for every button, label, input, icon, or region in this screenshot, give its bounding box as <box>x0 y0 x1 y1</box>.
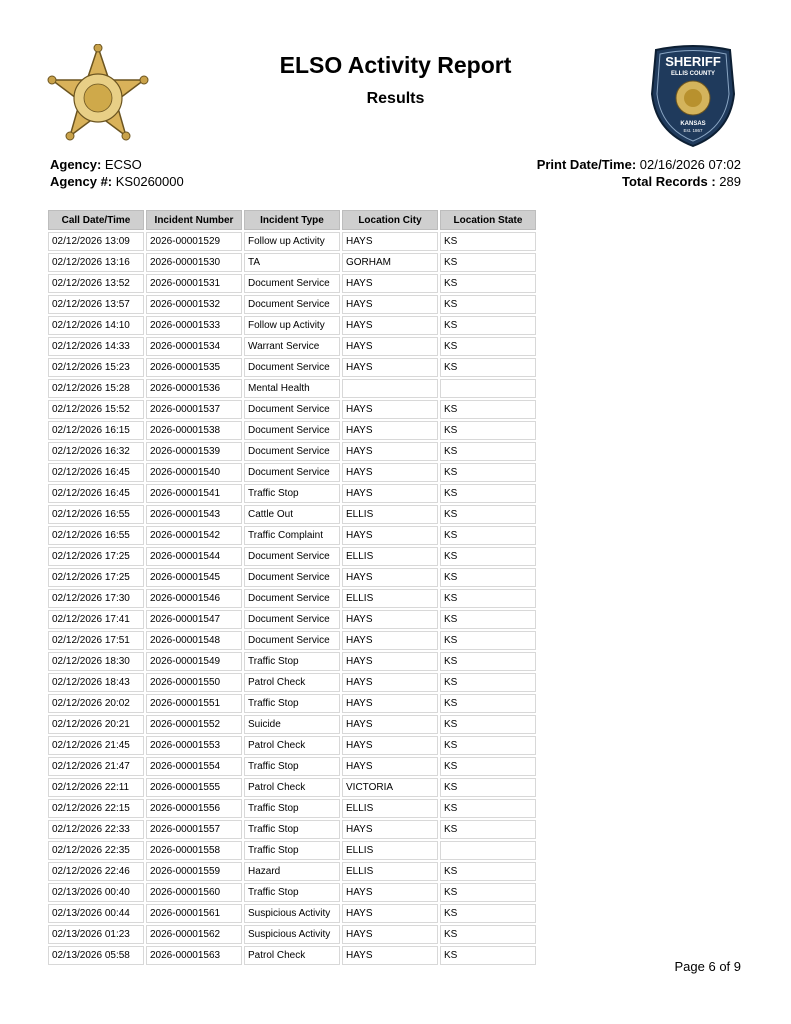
cell-location-city: ELLIS <box>342 841 438 860</box>
cell-incident-number: 2026-00001543 <box>146 505 242 524</box>
cell-incident-type: Document Service <box>244 589 340 608</box>
print-datetime-label: Print Date/Time: <box>536 157 637 172</box>
cell-location-city: HAYS <box>342 631 438 650</box>
cell-incident-type: Patrol Check <box>244 946 340 965</box>
cell-location-state: KS <box>440 652 536 671</box>
table-row <box>48 358 536 377</box>
cell-incident-number: 2026-00001561 <box>146 904 242 923</box>
cell-location-state <box>440 841 536 860</box>
cell-call-datetime: 02/12/2026 14:10 <box>48 316 144 335</box>
cell-incident-number: 2026-00001558 <box>146 841 242 860</box>
cell-call-datetime: 02/12/2026 13:52 <box>48 274 144 293</box>
table-row <box>48 526 536 545</box>
cell-incident-number: 2026-00001530 <box>146 253 242 272</box>
cell-call-datetime: 02/12/2026 22:35 <box>48 841 144 860</box>
table-body <box>48 232 536 965</box>
cell-location-city: HAYS <box>342 526 438 545</box>
cell-incident-type: Cattle Out <box>244 505 340 524</box>
cell-location-city: ELLIS <box>342 799 438 818</box>
cell-incident-number: 2026-00001546 <box>146 589 242 608</box>
report-title: ELSO Activity Report <box>279 52 512 78</box>
badge-logo-county: ELLIS COUNTY <box>670 71 716 77</box>
cell-incident-type: Document Service <box>244 295 340 314</box>
table-row <box>48 778 536 797</box>
cell-location-city: GORHAM <box>342 253 438 272</box>
table-row <box>48 862 536 881</box>
agency-label: Agency: <box>50 157 102 172</box>
table-row <box>48 232 536 251</box>
table-row <box>48 610 536 629</box>
cell-location-state: KS <box>440 547 536 566</box>
cell-incident-type: Document Service <box>244 463 340 482</box>
col-header-location-city: Location City <box>342 210 438 230</box>
cell-incident-number: 2026-00001542 <box>146 526 242 545</box>
cell-location-state: KS <box>440 778 536 797</box>
table-row <box>48 442 536 461</box>
cell-incident-type: Suspicious Activity <box>244 925 340 944</box>
cell-call-datetime: 02/12/2026 22:33 <box>48 820 144 839</box>
cell-location-state: KS <box>440 610 536 629</box>
cell-location-city: HAYS <box>342 358 438 377</box>
cell-incident-type: Document Service <box>244 421 340 440</box>
cell-location-city: ELLIS <box>342 589 438 608</box>
table-row <box>48 463 536 482</box>
cell-location-state: KS <box>440 505 536 524</box>
cell-location-city: VICTORIA <box>342 778 438 797</box>
cell-incident-number: 2026-00001538 <box>146 421 242 440</box>
cell-location-city: HAYS <box>342 946 438 965</box>
badge-logo-title: SHERIFF <box>665 54 721 69</box>
col-header-incident-type: Incident Type <box>244 210 340 230</box>
table-row <box>48 631 536 650</box>
total-records-value: 289 <box>719 174 741 189</box>
cell-location-state: KS <box>440 295 536 314</box>
cell-incident-number: 2026-00001537 <box>146 400 242 419</box>
table-row <box>48 736 536 755</box>
cell-incident-type: Warrant Service <box>244 337 340 356</box>
cell-call-datetime: 02/12/2026 22:15 <box>48 799 144 818</box>
col-header-call-datetime: Call Date/Time <box>48 210 144 230</box>
cell-location-city: HAYS <box>342 904 438 923</box>
cell-location-state: KS <box>440 463 536 482</box>
cell-location-city: HAYS <box>342 925 438 944</box>
cell-incident-number: 2026-00001547 <box>146 610 242 629</box>
cell-call-datetime: 02/12/2026 13:57 <box>48 295 144 314</box>
cell-location-state: KS <box>440 316 536 335</box>
cell-location-state: KS <box>440 883 536 902</box>
cell-incident-type: Document Service <box>244 358 340 377</box>
cell-location-state: KS <box>440 589 536 608</box>
table-row <box>48 484 536 503</box>
table-row <box>48 841 536 860</box>
cell-call-datetime: 02/12/2026 16:45 <box>48 484 144 503</box>
cell-location-state: KS <box>440 253 536 272</box>
cell-incident-number: 2026-00001539 <box>146 442 242 461</box>
cell-location-city: HAYS <box>342 673 438 692</box>
cell-incident-number: 2026-00001533 <box>146 316 242 335</box>
table-row <box>48 652 536 671</box>
badge-logo-state: KANSAS <box>680 121 706 127</box>
cell-location-city: HAYS <box>342 295 438 314</box>
cell-call-datetime: 02/13/2026 05:58 <box>48 946 144 965</box>
table-row <box>48 799 536 818</box>
cell-location-city: ELLIS <box>342 862 438 881</box>
cell-call-datetime: 02/12/2026 17:51 <box>48 631 144 650</box>
cell-location-city: HAYS <box>342 400 438 419</box>
cell-call-datetime: 02/12/2026 18:43 <box>48 673 144 692</box>
cell-incident-type: Traffic Complaint <box>244 526 340 545</box>
table-row <box>48 673 536 692</box>
cell-call-datetime: 02/12/2026 22:46 <box>48 862 144 881</box>
cell-incident-number: 2026-00001555 <box>146 778 242 797</box>
cell-incident-type: Traffic Stop <box>244 484 340 503</box>
table-row <box>48 925 536 944</box>
cell-call-datetime: 02/12/2026 16:32 <box>48 442 144 461</box>
col-header-incident-number: Incident Number <box>146 210 242 230</box>
cell-location-state: KS <box>440 757 536 776</box>
cell-call-datetime: 02/12/2026 14:33 <box>48 337 144 356</box>
cell-call-datetime: 02/12/2026 15:52 <box>48 400 144 419</box>
cell-incident-type: Hazard <box>244 862 340 881</box>
cell-location-city: HAYS <box>342 337 438 356</box>
cell-location-state: KS <box>440 925 536 944</box>
cell-incident-type: Traffic Stop <box>244 799 340 818</box>
cell-location-city: HAYS <box>342 736 438 755</box>
cell-location-state: KS <box>440 274 536 293</box>
cell-incident-type: Follow up Activity <box>244 316 340 335</box>
table-row <box>48 295 536 314</box>
cell-location-city: ELLIS <box>342 505 438 524</box>
table-row <box>48 820 536 839</box>
cell-incident-number: 2026-00001545 <box>146 568 242 587</box>
cell-location-city: HAYS <box>342 652 438 671</box>
cell-location-city: HAYS <box>342 820 438 839</box>
cell-incident-number: 2026-00001556 <box>146 799 242 818</box>
table-row <box>48 946 536 965</box>
cell-location-state: KS <box>440 400 536 419</box>
cell-call-datetime: 02/12/2026 20:21 <box>48 715 144 734</box>
cell-incident-number: 2026-00001559 <box>146 862 242 881</box>
cell-incident-type: Follow up Activity <box>244 232 340 251</box>
cell-incident-type: Document Service <box>244 400 340 419</box>
table-row <box>48 505 536 524</box>
cell-location-state: KS <box>440 526 536 545</box>
cell-incident-type: Mental Health <box>244 379 340 398</box>
cell-call-datetime: 02/12/2026 15:23 <box>48 358 144 377</box>
cell-incident-type: Patrol Check <box>244 778 340 797</box>
cell-call-datetime: 02/13/2026 01:23 <box>48 925 144 944</box>
report-subtitle: Results <box>366 90 425 107</box>
cell-incident-number: 2026-00001531 <box>146 274 242 293</box>
cell-incident-number: 2026-00001554 <box>146 757 242 776</box>
cell-incident-type: Document Service <box>244 547 340 566</box>
cell-call-datetime: 02/12/2026 13:09 <box>48 232 144 251</box>
cell-incident-type: Traffic Stop <box>244 652 340 671</box>
cell-incident-type: Suspicious Activity <box>244 904 340 923</box>
cell-call-datetime: 02/12/2026 16:15 <box>48 421 144 440</box>
cell-location-state: KS <box>440 232 536 251</box>
table-row <box>48 883 536 902</box>
cell-location-state: KS <box>440 736 536 755</box>
page-number: Page 6 of 9 <box>674 959 741 974</box>
cell-incident-type: Document Service <box>244 442 340 461</box>
table-row <box>48 715 536 734</box>
cell-location-state: KS <box>440 484 536 503</box>
cell-incident-number: 2026-00001548 <box>146 631 242 650</box>
cell-incident-type: Traffic Stop <box>244 757 340 776</box>
cell-location-state: KS <box>440 862 536 881</box>
cell-location-state: KS <box>440 442 536 461</box>
cell-call-datetime: 02/12/2026 17:30 <box>48 589 144 608</box>
cell-location-state: KS <box>440 568 536 587</box>
cell-location-state: KS <box>440 904 536 923</box>
cell-call-datetime: 02/12/2026 21:47 <box>48 757 144 776</box>
cell-location-city: HAYS <box>342 484 438 503</box>
cell-incident-number: 2026-00001540 <box>146 463 242 482</box>
cell-incident-number: 2026-00001529 <box>146 232 242 251</box>
cell-call-datetime: 02/12/2026 16:55 <box>48 526 144 545</box>
cell-call-datetime: 02/12/2026 17:25 <box>48 568 144 587</box>
table-row <box>48 253 536 272</box>
cell-location-state: KS <box>440 421 536 440</box>
table-row <box>48 400 536 419</box>
cell-call-datetime: 02/12/2026 18:30 <box>48 652 144 671</box>
cell-location-city: HAYS <box>342 442 438 461</box>
cell-incident-type: Document Service <box>244 274 340 293</box>
cell-call-datetime: 02/12/2026 17:41 <box>48 610 144 629</box>
activity-table <box>46 208 538 967</box>
cell-location-state <box>440 379 536 398</box>
table-row <box>48 274 536 293</box>
agency-value: ECSO <box>104 157 142 172</box>
cell-call-datetime: 02/12/2026 16:45 <box>48 463 144 482</box>
table-row <box>48 379 536 398</box>
cell-incident-number: 2026-00001562 <box>146 925 242 944</box>
cell-location-city: HAYS <box>342 316 438 335</box>
cell-incident-type: Traffic Stop <box>244 841 340 860</box>
cell-location-state: KS <box>440 358 536 377</box>
cell-location-state: KS <box>440 715 536 734</box>
cell-location-city: HAYS <box>342 715 438 734</box>
cell-location-state: KS <box>440 799 536 818</box>
table-row <box>48 421 536 440</box>
cell-call-datetime: 02/12/2026 15:28 <box>48 379 144 398</box>
cell-location-city: HAYS <box>342 694 438 713</box>
cell-location-city <box>342 379 438 398</box>
cell-location-state: KS <box>440 631 536 650</box>
cell-incident-number: 2026-00001560 <box>146 883 242 902</box>
total-records-label: Total Records : <box>622 174 716 189</box>
agency-number-value: KS0260000 <box>115 174 184 189</box>
cell-incident-type: Document Service <box>244 568 340 587</box>
cell-location-city: HAYS <box>342 463 438 482</box>
table-row <box>48 337 536 356</box>
cell-location-state: KS <box>440 820 536 839</box>
badge-logo-est: Est. 1867 <box>683 128 703 133</box>
agency-number-label: Agency #: <box>50 174 113 189</box>
cell-incident-number: 2026-00001541 <box>146 484 242 503</box>
cell-incident-number: 2026-00001534 <box>146 337 242 356</box>
cell-call-datetime: 02/13/2026 00:40 <box>48 883 144 902</box>
cell-location-city: HAYS <box>342 421 438 440</box>
col-header-location-state: Location State <box>440 210 536 230</box>
cell-incident-number: 2026-00001536 <box>146 379 242 398</box>
table-row <box>48 568 536 587</box>
agency-info <box>50 156 184 190</box>
cell-location-state: KS <box>440 694 536 713</box>
cell-incident-type: Document Service <box>244 631 340 650</box>
cell-location-state: KS <box>440 673 536 692</box>
cell-location-city: HAYS <box>342 757 438 776</box>
cell-incident-number: 2026-00001550 <box>146 673 242 692</box>
cell-call-datetime: 02/12/2026 13:16 <box>48 253 144 272</box>
cell-incident-number: 2026-00001552 <box>146 715 242 734</box>
print-datetime-value: 02/16/2026 07:02 <box>639 157 741 172</box>
cell-location-city: HAYS <box>342 232 438 251</box>
cell-incident-type: Traffic Stop <box>244 883 340 902</box>
cell-location-city: HAYS <box>342 883 438 902</box>
print-info <box>537 156 741 190</box>
cell-location-city: ELLIS <box>342 547 438 566</box>
cell-incident-number: 2026-00001563 <box>146 946 242 965</box>
table-row <box>48 547 536 566</box>
cell-incident-type: Document Service <box>244 610 340 629</box>
cell-location-state: KS <box>440 946 536 965</box>
cell-incident-type: Traffic Stop <box>244 820 340 839</box>
cell-call-datetime: 02/12/2026 21:45 <box>48 736 144 755</box>
cell-incident-type: Traffic Stop <box>244 694 340 713</box>
cell-incident-type: Suicide <box>244 715 340 734</box>
table-row <box>48 694 536 713</box>
cell-location-city: HAYS <box>342 610 438 629</box>
cell-incident-type: Patrol Check <box>244 736 340 755</box>
cell-call-datetime: 02/12/2026 20:02 <box>48 694 144 713</box>
cell-incident-number: 2026-00001549 <box>146 652 242 671</box>
cell-location-state: KS <box>440 337 536 356</box>
cell-incident-number: 2026-00001557 <box>146 820 242 839</box>
table-row <box>48 904 536 923</box>
cell-call-datetime: 02/12/2026 22:11 <box>48 778 144 797</box>
cell-incident-type: TA <box>244 253 340 272</box>
cell-incident-number: 2026-00001532 <box>146 295 242 314</box>
cell-incident-number: 2026-00001544 <box>146 547 242 566</box>
table-row <box>48 589 536 608</box>
cell-call-datetime: 02/13/2026 00:44 <box>48 904 144 923</box>
cell-incident-number: 2026-00001553 <box>146 736 242 755</box>
cell-location-city: HAYS <box>342 568 438 587</box>
cell-incident-number: 2026-00001535 <box>146 358 242 377</box>
cell-location-city: HAYS <box>342 274 438 293</box>
cell-incident-type: Patrol Check <box>244 673 340 692</box>
cell-call-datetime: 02/12/2026 17:25 <box>48 547 144 566</box>
cell-call-datetime: 02/12/2026 16:55 <box>48 505 144 524</box>
table-row <box>48 316 536 335</box>
table-header-row <box>48 210 536 230</box>
table-row <box>48 757 536 776</box>
cell-incident-number: 2026-00001551 <box>146 694 242 713</box>
